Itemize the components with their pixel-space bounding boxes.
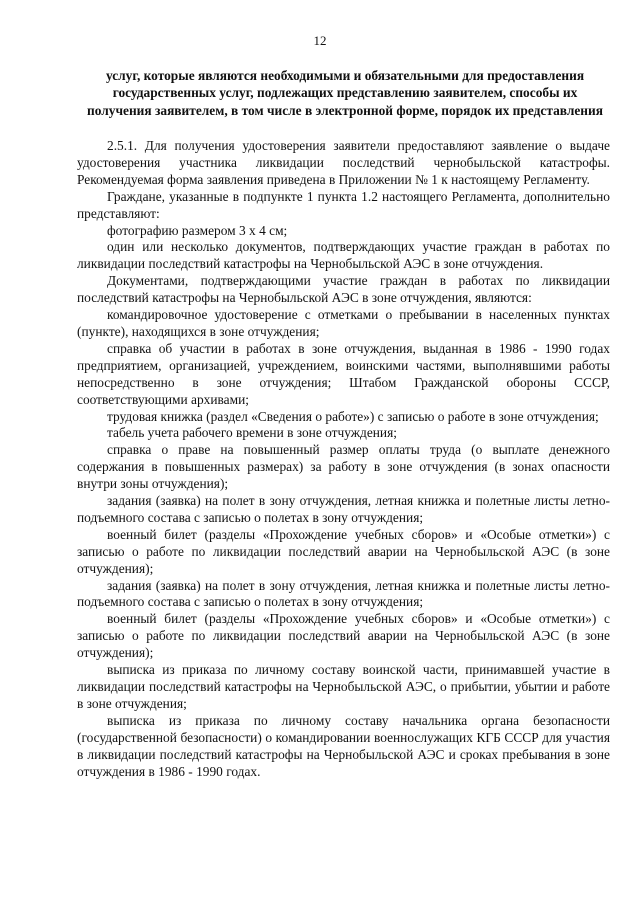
section-heading: услуг, которые являются необходимыми и обязательными для предоставления государственных услуг, подлежащих представлению заявителем, способы их получения заявителем, в том числе в электронной форме, порядок их представления xyxy=(87,68,603,118)
paragraph: фотографию размером 3 х 4 см; xyxy=(107,222,288,238)
paragraph: выписка из приказа по личному составу воинской части, принимавшей участие в ликвидации последствий катастрофы на Чернобыльской АЭС, о прибытии, убытии и работе в зоне отчуждения; xyxy=(77,662,610,711)
paragraph: Документами, подтверждающими участие граждан в работах по ликвидации последствий катастрофы на Чернобыльской АЭС в зоне отчуждения, являются: xyxy=(77,273,610,306)
page-number: 12 xyxy=(313,33,327,48)
paragraph: один или несколько документов, подтверждающих участие граждан в работах по ликвидации последствий катастрофы на Чернобыльской АЭС в зоне отчуждения. xyxy=(77,239,610,272)
paragraph: военный билет (разделы «Прохождение учебных сборов» и «Особые отметки») с записью о работе по ликвидации последствий аварии на Чернобыльской АЭС (в зоне отчуждения); xyxy=(77,526,610,576)
paragraph: справка о праве на повышенный размер оплаты труда (о выплате денежного содержания в повышенных размерах) за работу в зоне отчуждения (в зонах опасности внутри зоны отчуждения); xyxy=(77,442,610,492)
paragraph: справка об участии в работах в зоне отчуждения, выданная в 1986 - 1990 годах предприятием, организацией, учреждением, воинскими частями, выполнявшими работы непосредственно в зоне отчуждения; Штабом Гражданской обороны СССР, соответствующими архивами; xyxy=(77,340,610,407)
paragraph: табель учета рабочего времени в зоне отчуждения; xyxy=(107,425,397,441)
paragraph: выписка из приказа по личному составу начальника органа безопасности (государственной безопасности) о командировании военнослужащих КГБ СССР для участия в ликвидации последствий катастрофы на Чернобыльской АЭС и сроках пребывания в зоне отчуждения в 1986 - 1990 годах. xyxy=(77,712,610,779)
paragraph: 2.5.1. Для получения удостоверения заявители предоставляют заявление о выдаче удостоверения участника ликвидации последствий чернобыльской катастрофы. Рекомендуемая форма заявления приведена в Приложении № 1 к настоящему Регламенту. xyxy=(77,138,610,187)
paragraph: задания (заявка) на полет в зону отчуждения, летная книжка и полетные листы летно-подъемного состава с записью о полетах в зону отчуждения; xyxy=(77,577,610,610)
paragraph: трудовая книжка (раздел «Сведения о работе») с записью о работе в зоне отчуждения; xyxy=(107,408,599,424)
paragraph: командировочное удостоверение с отметками о пребывании в населенных пунктах (пункте), находящихся в зоне отчуждения; xyxy=(77,307,610,339)
paragraph: военный билет (разделы «Прохождение учебных сборов» и «Особые отметки») с записью о работе по ликвидации последствий аварии на Чернобыльской АЭС (в зоне отчуждения); xyxy=(77,611,610,661)
body-text xyxy=(77,138,610,780)
paragraph: Граждане, указанные в подпункте 1 пункта 1.2 настоящего Регламента, дополнительно представляют: xyxy=(77,188,610,221)
paragraph: задания (заявка) на полет в зону отчуждения, летная книжка и полетные листы летно-подъемного состава с записью о полетах в зону отчуждения; xyxy=(77,493,610,525)
